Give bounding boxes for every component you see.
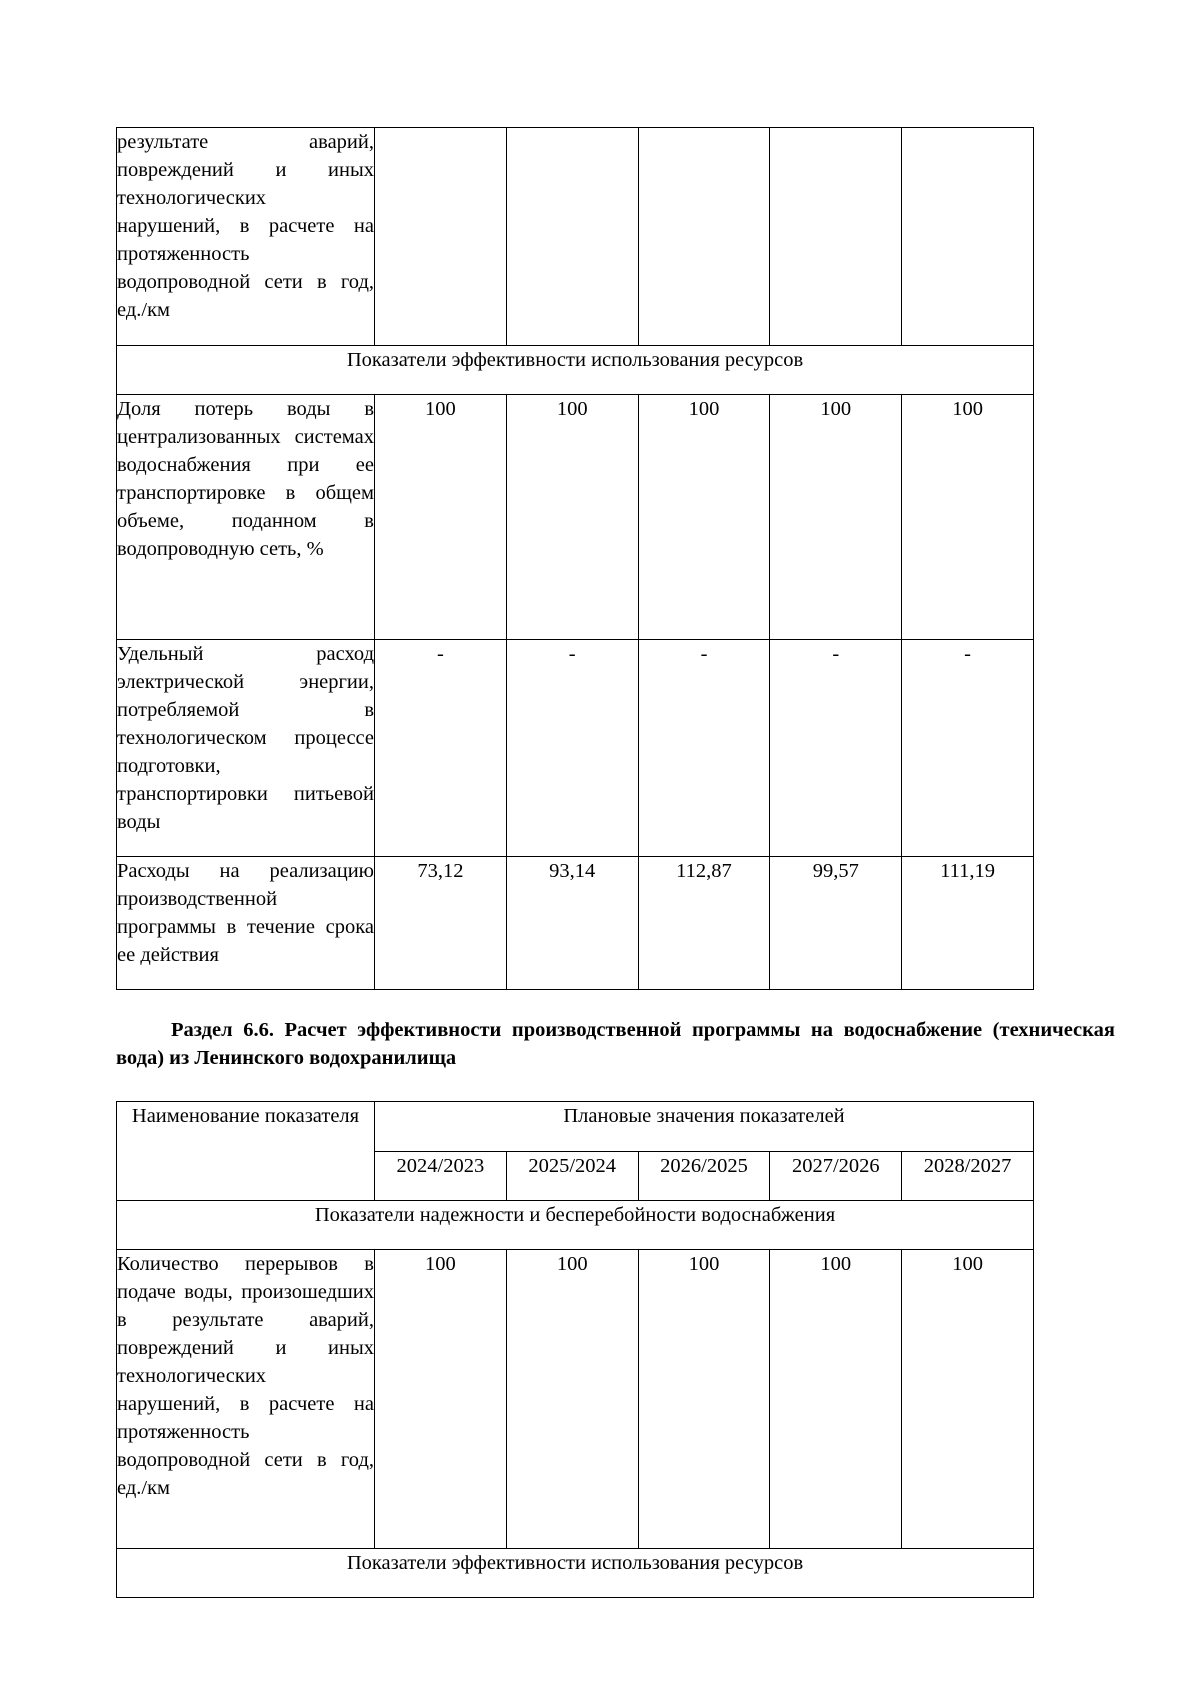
value-cell: 100 — [902, 395, 1034, 640]
table-row — [117, 395, 1034, 640]
indicators-table — [116, 1101, 1034, 1598]
value-cell: 112,87 — [638, 857, 770, 990]
header-planned-values: Плановые значения показателей — [375, 1102, 1034, 1152]
value-cell: 100 — [770, 1250, 902, 1549]
value-cell: 73,12 — [375, 857, 507, 990]
section-title: Показатели надежности и бесперебойности водоснабжения — [117, 1201, 1034, 1250]
table-row — [117, 1250, 1034, 1549]
table-row — [117, 640, 1034, 857]
value-cell: - — [770, 640, 902, 857]
indicator-name: Количество перерывов в подаче воды, произошедших в результате аварий, повреждений и иных технологических нарушений, в расчете на протяженность водопроводной сети в год, ед./км — [117, 1250, 375, 1549]
header-year: 2026/2025 — [638, 1151, 770, 1201]
value-cell: 100 — [375, 1250, 507, 1549]
value-cell — [902, 128, 1034, 346]
table-row — [117, 128, 1034, 346]
indicator-name: Расходы на реализацию производственной программы в течение срока ее действия — [117, 857, 375, 990]
value-cell — [506, 128, 638, 346]
value-cell: 100 — [902, 1250, 1034, 1549]
value-cell — [375, 128, 507, 346]
table-row — [117, 857, 1034, 990]
value-cell: - — [638, 640, 770, 857]
value-cell: 99,57 — [770, 857, 902, 990]
header-year: 2028/2027 — [902, 1151, 1034, 1201]
indicator-name: результате аварий, повреждений и иных технологических нарушений, в расчете на протяженность водопроводной сети в год, ед./км — [117, 128, 375, 346]
value-cell: 100 — [506, 395, 638, 640]
table-header-row — [117, 1102, 1034, 1152]
section-row — [117, 346, 1034, 395]
value-cell — [770, 128, 902, 346]
header-indicator-name: Наименование показателя — [117, 1102, 375, 1201]
section-row — [117, 1201, 1034, 1250]
header-year: 2027/2026 — [770, 1151, 902, 1201]
value-cell: 100 — [638, 1250, 770, 1549]
value-cell: 100 — [506, 1250, 638, 1549]
section-row — [117, 1549, 1034, 1598]
section-heading: Раздел 6.6. Расчет эффективности производственной программы на водоснабжение (техническая вода) из Ленинского водохранилища — [116, 1019, 1115, 1069]
value-cell: - — [902, 640, 1034, 857]
indicator-name: Доля потерь воды в централизованных системах водоснабжения при ее транспортировке в общем объеме, поданном в водопроводную сеть, % — [117, 395, 375, 640]
value-cell — [638, 128, 770, 346]
value-cell: 111,19 — [902, 857, 1034, 990]
table-continued — [116, 127, 1034, 990]
value-cell: 100 — [770, 395, 902, 640]
header-year: 2024/2023 — [375, 1151, 507, 1201]
value-cell: 100 — [638, 395, 770, 640]
value-cell: 100 — [375, 395, 507, 640]
value-cell: - — [375, 640, 507, 857]
section-title: Показатели эффективности использования ресурсов — [117, 1549, 1034, 1598]
section-title: Показатели эффективности использования ресурсов — [117, 346, 1034, 395]
header-year: 2025/2024 — [506, 1151, 638, 1201]
value-cell: 93,14 — [506, 857, 638, 990]
value-cell: - — [506, 640, 638, 857]
indicator-name: Удельный расход электрической энергии, потребляемой в технологическом процессе подготовки, транспортировки питьевой воды — [117, 640, 375, 857]
